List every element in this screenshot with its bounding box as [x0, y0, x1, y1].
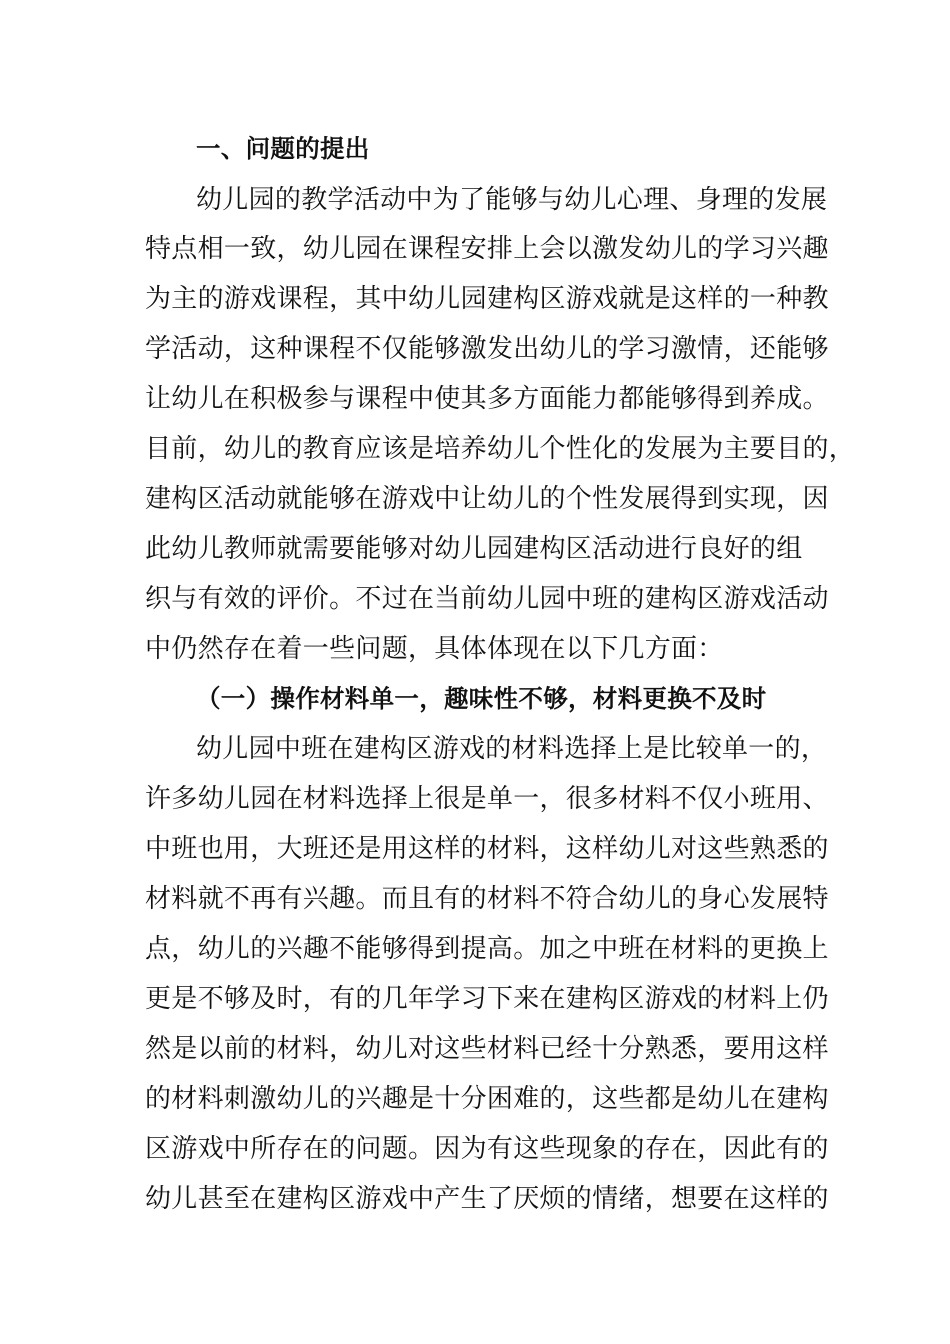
- paragraph-line: 更是不够及时，有的几年学习下来在建构区游戏的材料上仍: [145, 984, 829, 1014]
- paragraph-line: 幼儿园的教学活动中为了能够与幼儿心理、身理的发展: [196, 185, 828, 215]
- subsection-heading: （一）操作材料单一，趣味性不够，材料更换不及时: [196, 684, 767, 713]
- paragraph-line: 织与有效的评价。不过在当前幼儿园中班的建构区游戏活动: [145, 584, 829, 614]
- paragraph-line: 幼儿园中班在建构区游戏的材料选择上是比较单一的，: [196, 734, 828, 764]
- paragraph-line: 建构区活动就能够在游戏中让幼儿的个性发展得到实现，因: [145, 484, 829, 514]
- paragraph-line: 为主的游戏课程，其中幼儿园建构区游戏就是这样的一种教: [145, 284, 829, 314]
- paragraph-line: 让幼儿在积极参与课程中使其多方面能力都能够得到养成。: [145, 384, 829, 414]
- paragraph-line: 点，幼儿的兴趣不能够得到提高。加之中班在材料的更换上: [145, 934, 829, 964]
- paragraph-line: 特点相一致，幼儿园在课程安排上会以激发幼儿的学习兴趣: [145, 234, 829, 264]
- paragraph-line: 幼儿甚至在建构区游戏中产生了厌烦的情绪，想要在这样的: [145, 1184, 829, 1214]
- paragraph-line: 然是以前的材料，幼儿对这些材料已经十分熟悉，要用这样: [145, 1034, 829, 1064]
- paragraph-line: 此幼儿教师就需要能够对幼儿园建构区活动进行良好的组: [145, 534, 803, 564]
- paragraph-line: 目前，幼儿的教育应该是培养幼儿个性化的发展为主要目的，: [145, 434, 856, 464]
- paragraph-line: 材料就不再有兴趣。而且有的材料不符合幼儿的身心发展特: [145, 884, 829, 914]
- paragraph-line: 区游戏中所存在的问题。因为有这些现象的存在，因此有的: [145, 1134, 829, 1164]
- paragraph-line: 中班也用，大班还是用这样的材料，这样幼儿对这些熟悉的: [145, 834, 829, 864]
- paragraph-line: 的材料刺激幼儿的兴趣是十分困难的，这些都是幼儿在建构: [145, 1084, 829, 1114]
- section-heading: 一、问题的提出: [196, 134, 370, 163]
- paragraph-line: 中仍然存在着一些问题，具体体现在以下几方面：: [145, 634, 724, 664]
- paragraph-line: 学活动，这种课程不仅能够激发出幼儿的学习激情，还能够: [145, 334, 829, 364]
- paragraph-line: 许多幼儿园在材料选择上很是单一，很多材料不仅小班用、: [145, 784, 829, 814]
